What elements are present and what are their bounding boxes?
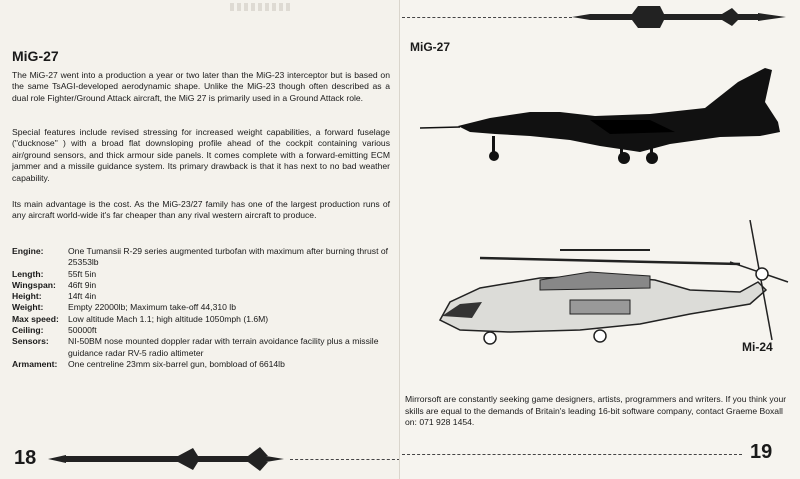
missile-icon (572, 4, 792, 30)
spec-row-wingspan: Wingspan: 46ft 9in (12, 279, 97, 290)
caption-mi24: Mi-24 (742, 340, 773, 354)
page-number-right: 19 (750, 441, 773, 463)
spec-row-sensors: Sensors: NI-50BM nose mounted doppler radar with terrain avoidance facility plus a missile guidance radar RV-5 radio altimeter (12, 336, 379, 358)
dashed-rule-left (290, 459, 400, 460)
spec-row-length: Length: 55ft 5in (12, 268, 97, 279)
mig27-silhouette (420, 62, 795, 172)
missile-icon (48, 444, 288, 474)
caption-mig27: MiG-27 (410, 40, 451, 54)
dashed-rule-bottom (402, 454, 742, 455)
spec-row-armament: Armament: One centreline 23mm six-barrel gun, bombload of 6614lb (12, 358, 285, 369)
spec-row-max-speed: Max speed: Low altitude Mach 1.1; high altitude 1050mph (1.6M) (12, 313, 269, 324)
dashed-rule-top (402, 17, 572, 18)
spec-row-engine: Engine: One Tumansii R-29 series augmented turbofan with maximum after burning thrust of 25353lb (12, 246, 389, 268)
page-title: MiG-27 (12, 48, 59, 64)
mi24-drawing (420, 220, 795, 350)
intro-paragraph: The MiG-27 went into a production a year or two later than the MiG-23 interceptor but is based on the same TsAGI-developed aerodynamic shape. Unlike the MiG-23 though often described as a dual role Fighter/Ground Attack aircraft, the MiG 27 is primarily used in a Ground Attack role. (12, 70, 390, 103)
page-number-left: 18 (14, 447, 37, 469)
spec-list (12, 246, 397, 370)
right-page (400, 0, 800, 479)
spec-row-ceiling: Ceiling: 50000ft (12, 325, 97, 336)
features-paragraph: Special features include revised stressing for increased weight capabilities, a forward fuselage ("ducknose" ) with a broad flat downsloping profile ahead of the cockpit containing various air/ground sensors, and thick armour side panels. It comes complete with a forward-emitting ECM jammer and a missile guidance system. Its primary drawback is that it has next to no bad weather capability. (12, 127, 390, 183)
recruitment-notice: Mirrorsoft are constantly seeking game designers, artists, programmers and writers. If you think your skills are equal to the demands of Britain's leading 16-bit software company, contact Graeme Boxall on: 071 928 1454. (405, 394, 787, 428)
advantage-paragraph: Its main advantage is the cost. As the MiG-23/27 family has one of the largest production runs of any aircraft world-wide it's far cheaper than any rival western aircraft to produce. (12, 199, 390, 221)
spec-row-height: Height: 14ft 4in (12, 291, 97, 302)
spec-row-weight: Weight: Empty 22000lb; Maximum take-off 44,310 lb (12, 302, 236, 313)
